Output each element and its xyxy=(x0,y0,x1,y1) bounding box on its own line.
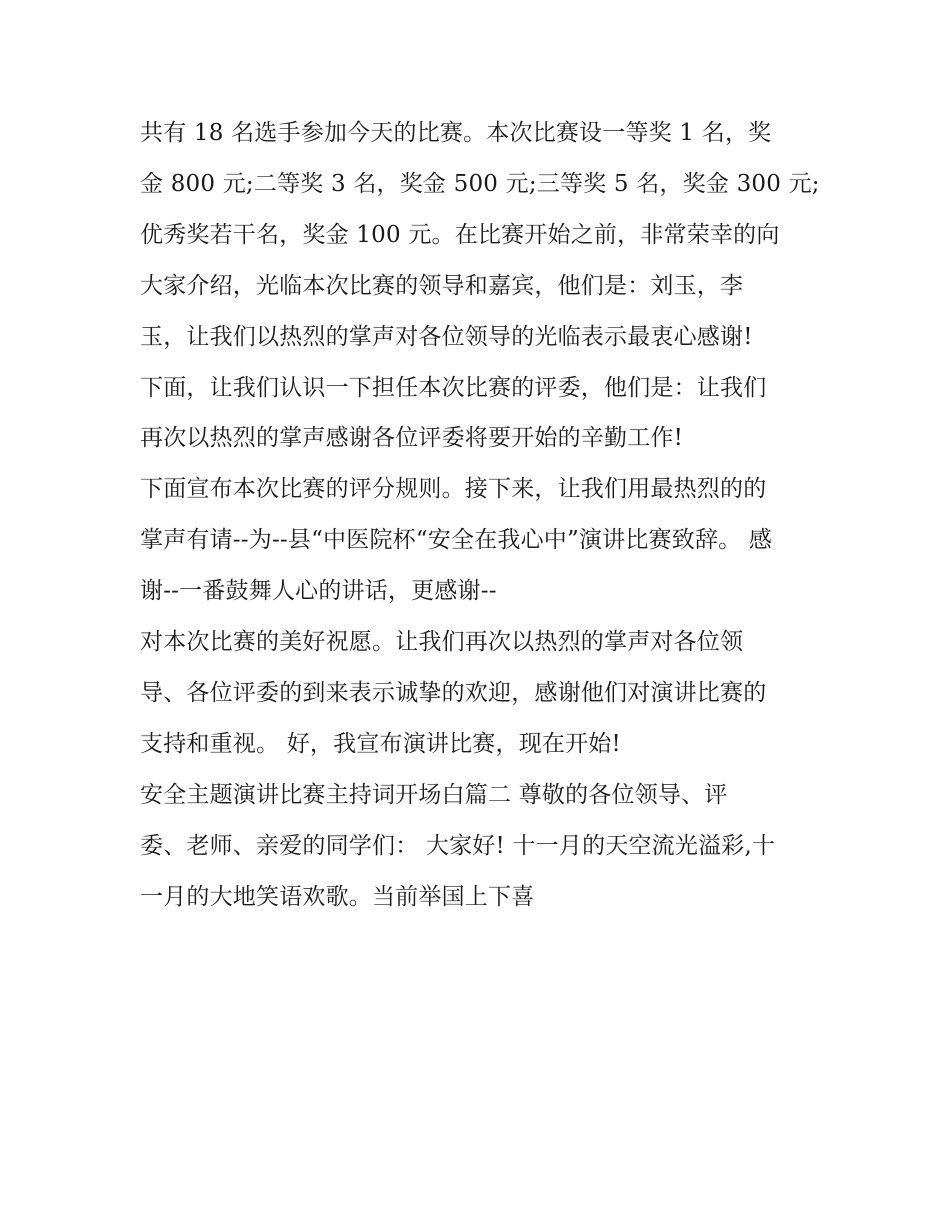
text-line: 下面，让我们认识一下担任本次比赛的评委，他们是：让我们 xyxy=(140,374,767,401)
text-line: 谢--一番鼓舞人心的讲话，更感谢-- xyxy=(140,578,497,605)
text-line: 导、各位评委的到来表示诚挚的欢迎，感谢他们对演讲比赛的 xyxy=(140,679,767,706)
text-line: 再次以热烈的掌声感谢各位评委将要开始的辛勤工作! xyxy=(140,425,684,452)
text-line: 金 800 元;二等奖 3 名，奖金 500 元;三等奖 5 名，奖金 300 元; xyxy=(140,170,820,197)
text-line: 大家介绍，光临本次比赛的领导和嘉宾，他们是：刘玉，李 xyxy=(140,272,744,299)
text-line: 共有 18 名选手参加今天的比赛。本次比赛设一等奖 1 名，奖 xyxy=(140,120,772,146)
text-line: 下面宣布本次比赛的评分规则。接下来，让我们用最热烈的的 xyxy=(140,476,767,503)
text-line: 安全主题演讲比赛主持词开场白篇二 尊敬的各位领导、评 xyxy=(140,781,728,808)
text-line: 掌声有请--为--县“中医院杯“安全在我心中”演讲比赛致辞。 感 xyxy=(140,527,773,554)
text-line: 支持和重视。 好，我宣布演讲比赛，现在开始! xyxy=(140,730,621,757)
text-line: 委、老师、亲爱的同学们： 大家好! 十一月的天空流光溢彩,十 xyxy=(140,832,776,859)
text-line: 对本次比赛的美好祝愿。让我们再次以热烈的掌声对各位领 xyxy=(140,629,744,656)
text-line: 优秀奖若干名，奖金 100 元。在比赛开始之前，非常荣幸的向 xyxy=(140,221,780,248)
text-line: 玉，让我们以热烈的掌声对各位领导的光临表示最衷心感谢! xyxy=(140,323,753,350)
body-text xyxy=(140,108,820,923)
text-line: 一月的大地笑语欢歌。当前举国上下喜 xyxy=(140,883,535,910)
